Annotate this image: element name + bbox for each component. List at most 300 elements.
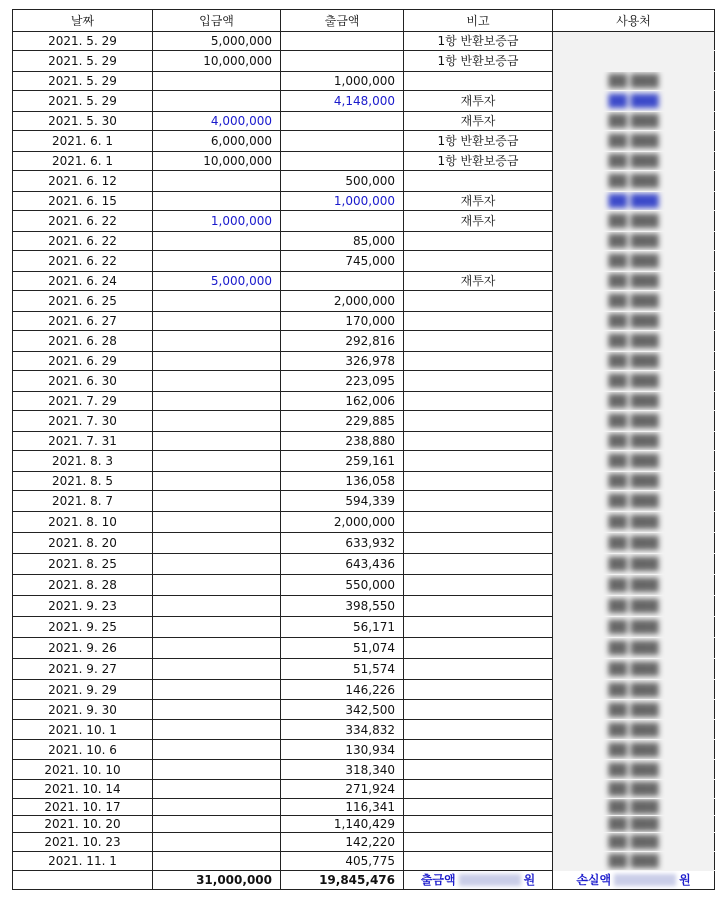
row-withdraw: 405,775 bbox=[281, 852, 404, 871]
row-deposit: 4,000,000 bbox=[153, 112, 281, 131]
row-note bbox=[404, 833, 553, 852]
table-row bbox=[13, 392, 715, 411]
redacted-text: ██ ███ bbox=[608, 494, 659, 508]
row-withdraw: 550,000 bbox=[281, 575, 404, 596]
row-place-redacted bbox=[553, 833, 715, 852]
header-deposit: 입금액 bbox=[153, 10, 281, 32]
redacted-text: ██ ███ bbox=[608, 557, 659, 571]
row-withdraw: 500,000 bbox=[281, 171, 404, 192]
row-deposit bbox=[153, 291, 281, 312]
row-withdraw: 130,934 bbox=[281, 740, 404, 760]
row-note bbox=[404, 312, 553, 331]
row-date: 2021. 9. 23 bbox=[13, 596, 153, 617]
row-date: 2021. 6. 22 bbox=[13, 232, 153, 251]
row-deposit bbox=[153, 680, 281, 700]
row-withdraw: 292,816 bbox=[281, 331, 404, 352]
row-withdraw bbox=[281, 32, 404, 51]
row-date: 2021. 10. 14 bbox=[13, 780, 153, 799]
table-row bbox=[13, 251, 715, 272]
redacted-text: ██ ███ bbox=[608, 134, 659, 148]
row-note bbox=[404, 799, 553, 816]
row-withdraw: 745,000 bbox=[281, 251, 404, 272]
row-withdraw: 643,436 bbox=[281, 554, 404, 575]
row-date: 2021. 10. 6 bbox=[13, 740, 153, 760]
table-row bbox=[13, 816, 715, 833]
row-deposit bbox=[153, 720, 281, 740]
row-withdraw: 633,932 bbox=[281, 533, 404, 554]
row-withdraw: 146,226 bbox=[281, 680, 404, 700]
row-note bbox=[404, 554, 553, 575]
table-row bbox=[13, 638, 715, 659]
row-note: 재투자 bbox=[404, 192, 553, 211]
table-row bbox=[13, 211, 715, 232]
row-date: 2021. 9. 29 bbox=[13, 680, 153, 700]
row-date: 2021. 10. 1 bbox=[13, 720, 153, 740]
redacted-text: ██ ███ bbox=[608, 154, 659, 168]
redacted-text: ██ ███ bbox=[608, 854, 659, 868]
row-note bbox=[404, 575, 553, 596]
row-withdraw: 170,000 bbox=[281, 312, 404, 331]
row-deposit bbox=[153, 700, 281, 720]
table-row bbox=[13, 312, 715, 331]
redacted-text: ██ ███ bbox=[608, 536, 659, 550]
row-note bbox=[404, 740, 553, 760]
row-deposit bbox=[153, 251, 281, 272]
redacted-text: ██ ███ bbox=[608, 835, 659, 849]
row-date: 2021. 7. 29 bbox=[13, 392, 153, 411]
row-date: 2021. 9. 27 bbox=[13, 659, 153, 680]
row-withdraw: 2,000,000 bbox=[281, 512, 404, 533]
table-row bbox=[13, 192, 715, 211]
table-row bbox=[13, 32, 715, 51]
table-row bbox=[13, 700, 715, 720]
row-date: 2021. 11. 1 bbox=[13, 852, 153, 871]
row-place-redacted bbox=[553, 816, 715, 833]
row-withdraw bbox=[281, 131, 404, 152]
row-place-redacted bbox=[553, 638, 715, 659]
row-place-redacted bbox=[553, 680, 715, 700]
row-note bbox=[404, 533, 553, 554]
row-withdraw: 1,000,000 bbox=[281, 72, 404, 91]
row-note bbox=[404, 331, 553, 352]
row-place-redacted bbox=[553, 432, 715, 451]
row-place-redacted bbox=[553, 720, 715, 740]
row-withdraw: 162,006 bbox=[281, 392, 404, 411]
table-row bbox=[13, 512, 715, 533]
row-date: 2021. 10. 20 bbox=[13, 816, 153, 833]
row-place-redacted bbox=[553, 852, 715, 871]
row-deposit: 10,000,000 bbox=[153, 152, 281, 171]
redacted-text: ██ ███ bbox=[608, 800, 659, 814]
row-deposit bbox=[153, 740, 281, 760]
row-note bbox=[404, 852, 553, 871]
row-withdraw: 116,341 bbox=[281, 799, 404, 816]
row-withdraw: 342,500 bbox=[281, 700, 404, 720]
row-place-redacted bbox=[553, 211, 715, 232]
row-place-redacted bbox=[553, 272, 715, 291]
row-withdraw: 4,148,000 bbox=[281, 91, 404, 112]
row-note bbox=[404, 352, 553, 371]
row-date: 2021. 6. 27 bbox=[13, 312, 153, 331]
redacted-text: ██ ███ bbox=[608, 434, 659, 448]
redacted-text: ██ ███ bbox=[608, 817, 659, 831]
row-deposit bbox=[153, 596, 281, 617]
redacted-text: ██ ███ bbox=[608, 722, 659, 737]
row-deposit: 1,000,000 bbox=[153, 211, 281, 232]
row-deposit bbox=[153, 312, 281, 331]
row-note bbox=[404, 72, 553, 91]
row-withdraw: 51,074 bbox=[281, 638, 404, 659]
row-place-redacted bbox=[553, 554, 715, 575]
table-row bbox=[13, 91, 715, 112]
row-withdraw: 238,880 bbox=[281, 432, 404, 451]
row-date: 2021. 9. 25 bbox=[13, 617, 153, 638]
redacted-text: ██ ███ bbox=[608, 641, 659, 655]
row-date: 2021. 9. 26 bbox=[13, 638, 153, 659]
table-row bbox=[13, 780, 715, 799]
redacted-text: ██ ███ bbox=[608, 94, 659, 108]
row-note bbox=[404, 451, 553, 472]
table-row bbox=[13, 152, 715, 171]
table-row bbox=[13, 432, 715, 451]
row-withdraw: 326,978 bbox=[281, 352, 404, 371]
redacted-text: ██ ███ bbox=[608, 174, 659, 188]
total-deposit: 31,000,000 bbox=[153, 871, 281, 890]
row-place-redacted bbox=[553, 575, 715, 596]
table-row bbox=[13, 799, 715, 816]
row-place-redacted bbox=[553, 659, 715, 680]
total-date-cell bbox=[13, 871, 153, 890]
row-place-redacted bbox=[553, 472, 715, 491]
row-note bbox=[404, 617, 553, 638]
row-note bbox=[404, 596, 553, 617]
row-note: 재투자 bbox=[404, 272, 553, 291]
row-date: 2021. 8. 25 bbox=[13, 554, 153, 575]
row-withdraw: 1,000,000 bbox=[281, 192, 404, 211]
table-row bbox=[13, 596, 715, 617]
row-note: 재투자 bbox=[404, 112, 553, 131]
table-row bbox=[13, 740, 715, 760]
row-deposit bbox=[153, 799, 281, 816]
row-note bbox=[404, 171, 553, 192]
row-date: 2021. 6. 1 bbox=[13, 131, 153, 152]
row-note bbox=[404, 638, 553, 659]
redacted-text: ██ ███ bbox=[608, 214, 659, 228]
total-row bbox=[13, 871, 715, 890]
table-row bbox=[13, 554, 715, 575]
redacted-text: ██ ███ bbox=[608, 599, 659, 613]
header-date: 날짜 bbox=[13, 10, 153, 32]
row-date: 2021. 8. 3 bbox=[13, 451, 153, 472]
row-place-redacted bbox=[553, 411, 715, 432]
row-withdraw bbox=[281, 51, 404, 72]
row-withdraw: 1,140,429 bbox=[281, 816, 404, 833]
row-place-redacted bbox=[553, 491, 715, 512]
redacted-text: ██ ███ bbox=[608, 474, 659, 488]
row-place-redacted bbox=[553, 512, 715, 533]
redacted-text: ██ ███ bbox=[608, 194, 659, 208]
withdraw-summary-unit: 원 bbox=[523, 872, 536, 887]
row-note bbox=[404, 816, 553, 833]
row-deposit bbox=[153, 816, 281, 833]
table-row bbox=[13, 411, 715, 432]
row-place-redacted bbox=[553, 740, 715, 760]
row-note bbox=[404, 512, 553, 533]
row-date: 2021. 6. 22 bbox=[13, 251, 153, 272]
row-place-redacted bbox=[553, 112, 715, 131]
row-date: 2021. 5. 29 bbox=[13, 51, 153, 72]
row-note bbox=[404, 371, 553, 392]
table-row bbox=[13, 659, 715, 680]
row-withdraw: 56,171 bbox=[281, 617, 404, 638]
row-withdraw: 223,095 bbox=[281, 371, 404, 392]
redacted-text: ██ ███ bbox=[608, 294, 659, 308]
table-row bbox=[13, 491, 715, 512]
row-withdraw: 271,924 bbox=[281, 780, 404, 799]
header-note: 비고 bbox=[404, 10, 553, 32]
redacted-amount bbox=[614, 874, 676, 886]
row-place-redacted bbox=[553, 451, 715, 472]
row-withdraw: 2,000,000 bbox=[281, 291, 404, 312]
row-withdraw: 594,339 bbox=[281, 491, 404, 512]
table-row bbox=[13, 451, 715, 472]
row-note: 재투자 bbox=[404, 91, 553, 112]
row-deposit bbox=[153, 72, 281, 91]
row-date: 2021. 6. 22 bbox=[13, 211, 153, 232]
row-place-redacted bbox=[553, 171, 715, 192]
ledger-body bbox=[13, 32, 715, 871]
row-date: 2021. 10. 23 bbox=[13, 833, 153, 852]
row-withdraw bbox=[281, 211, 404, 232]
row-place-redacted bbox=[553, 760, 715, 780]
ledger-table bbox=[12, 9, 715, 890]
redacted-text: ██ ███ bbox=[608, 662, 659, 676]
table-row bbox=[13, 331, 715, 352]
row-date: 2021. 10. 17 bbox=[13, 799, 153, 816]
row-deposit bbox=[153, 833, 281, 852]
header-withdraw: 출금액 bbox=[281, 10, 404, 32]
row-withdraw bbox=[281, 112, 404, 131]
row-note bbox=[404, 432, 553, 451]
redacted-text: ██ ███ bbox=[608, 234, 659, 248]
redacted-text: ██ ███ bbox=[608, 454, 659, 468]
redacted-text: ██ ███ bbox=[608, 274, 659, 288]
row-withdraw: 229,885 bbox=[281, 411, 404, 432]
row-date: 2021. 6. 12 bbox=[13, 171, 153, 192]
loss-summary-label: 손실액 bbox=[576, 872, 612, 887]
row-withdraw: 398,550 bbox=[281, 596, 404, 617]
row-note bbox=[404, 472, 553, 491]
redacted-text: ██ ███ bbox=[608, 782, 659, 796]
row-deposit bbox=[153, 352, 281, 371]
row-note bbox=[404, 720, 553, 740]
row-date: 2021. 6. 29 bbox=[13, 352, 153, 371]
table-row bbox=[13, 533, 715, 554]
row-date: 2021. 5. 30 bbox=[13, 112, 153, 131]
redacted-text: ██ ███ bbox=[608, 354, 659, 368]
row-date: 2021. 10. 10 bbox=[13, 760, 153, 780]
redacted-text: ██ ███ bbox=[608, 742, 659, 757]
header-row bbox=[13, 10, 715, 32]
table-row bbox=[13, 131, 715, 152]
redacted-text: ██ ███ bbox=[608, 114, 659, 128]
table-row bbox=[13, 680, 715, 700]
row-place-redacted bbox=[553, 596, 715, 617]
row-withdraw: 136,058 bbox=[281, 472, 404, 491]
row-withdraw bbox=[281, 272, 404, 291]
redacted-text: ██ ███ bbox=[608, 762, 659, 777]
row-deposit bbox=[153, 451, 281, 472]
row-note bbox=[404, 291, 553, 312]
row-deposit bbox=[153, 512, 281, 533]
row-place-redacted bbox=[553, 352, 715, 371]
table-row bbox=[13, 472, 715, 491]
row-deposit bbox=[153, 852, 281, 871]
ledger-sheet bbox=[12, 9, 714, 890]
row-withdraw: 142,220 bbox=[281, 833, 404, 852]
row-deposit bbox=[153, 392, 281, 411]
table-row bbox=[13, 291, 715, 312]
row-deposit bbox=[153, 432, 281, 451]
row-note: 1항 반환보증금 bbox=[404, 51, 553, 72]
redacted-text: ██ ███ bbox=[608, 74, 659, 88]
withdraw-summary bbox=[404, 871, 553, 890]
row-date: 2021. 5. 29 bbox=[13, 91, 153, 112]
row-place-redacted bbox=[553, 533, 715, 554]
header-place: 사용처 bbox=[553, 10, 715, 32]
table-row bbox=[13, 352, 715, 371]
row-deposit bbox=[153, 554, 281, 575]
row-place-redacted bbox=[553, 291, 715, 312]
row-place-redacted bbox=[553, 51, 715, 72]
row-deposit bbox=[153, 192, 281, 211]
table-row bbox=[13, 760, 715, 780]
row-deposit bbox=[153, 331, 281, 352]
row-note bbox=[404, 700, 553, 720]
row-place-redacted bbox=[553, 700, 715, 720]
row-date: 2021. 6. 15 bbox=[13, 192, 153, 211]
row-place-redacted bbox=[553, 780, 715, 799]
row-date: 2021. 8. 10 bbox=[13, 512, 153, 533]
row-place-redacted bbox=[553, 32, 715, 51]
row-place-redacted bbox=[553, 392, 715, 411]
row-withdraw bbox=[281, 152, 404, 171]
row-deposit bbox=[153, 491, 281, 512]
table-row bbox=[13, 575, 715, 596]
row-deposit bbox=[153, 617, 281, 638]
table-row bbox=[13, 852, 715, 871]
total-withdraw: 19,845,476 bbox=[281, 871, 404, 890]
row-date: 2021. 8. 28 bbox=[13, 575, 153, 596]
redacted-text: ██ ███ bbox=[608, 414, 659, 428]
row-deposit: 5,000,000 bbox=[153, 272, 281, 291]
row-place-redacted bbox=[553, 312, 715, 331]
row-deposit bbox=[153, 575, 281, 596]
row-note bbox=[404, 491, 553, 512]
row-deposit bbox=[153, 91, 281, 112]
table-row bbox=[13, 371, 715, 392]
row-place-redacted bbox=[553, 152, 715, 171]
row-deposit bbox=[153, 411, 281, 432]
row-note: 1항 반환보증금 bbox=[404, 152, 553, 171]
row-date: 2021. 6. 28 bbox=[13, 331, 153, 352]
row-date: 2021. 8. 20 bbox=[13, 533, 153, 554]
table-row bbox=[13, 617, 715, 638]
row-note bbox=[404, 659, 553, 680]
redacted-text: ██ ███ bbox=[608, 578, 659, 592]
row-deposit bbox=[153, 780, 281, 799]
table-row bbox=[13, 171, 715, 192]
row-date: 2021. 6. 25 bbox=[13, 291, 153, 312]
table-row bbox=[13, 720, 715, 740]
row-note: 1항 반환보증금 bbox=[404, 131, 553, 152]
row-note bbox=[404, 251, 553, 272]
row-withdraw: 259,161 bbox=[281, 451, 404, 472]
row-withdraw: 85,000 bbox=[281, 232, 404, 251]
row-deposit bbox=[153, 171, 281, 192]
row-deposit bbox=[153, 232, 281, 251]
row-deposit bbox=[153, 472, 281, 491]
table-row bbox=[13, 72, 715, 91]
redacted-text: ██ ███ bbox=[608, 374, 659, 388]
row-deposit: 10,000,000 bbox=[153, 51, 281, 72]
table-row bbox=[13, 272, 715, 291]
row-date: 2021. 7. 30 bbox=[13, 411, 153, 432]
row-date: 2021. 5. 29 bbox=[13, 72, 153, 91]
row-date: 2021. 9. 30 bbox=[13, 700, 153, 720]
row-note bbox=[404, 392, 553, 411]
row-place-redacted bbox=[553, 331, 715, 352]
row-deposit: 6,000,000 bbox=[153, 131, 281, 152]
row-deposit bbox=[153, 371, 281, 392]
row-deposit bbox=[153, 533, 281, 554]
row-note bbox=[404, 411, 553, 432]
row-withdraw: 51,574 bbox=[281, 659, 404, 680]
row-place-redacted bbox=[553, 617, 715, 638]
redacted-text: ██ ███ bbox=[608, 620, 659, 634]
row-note: 재투자 bbox=[404, 211, 553, 232]
redacted-text: ██ ███ bbox=[608, 394, 659, 408]
row-deposit bbox=[153, 659, 281, 680]
redacted-text: ██ ███ bbox=[608, 334, 659, 348]
row-note bbox=[404, 760, 553, 780]
row-date: 2021. 6. 1 bbox=[13, 152, 153, 171]
loss-summary-unit: 원 bbox=[679, 872, 691, 887]
table-row bbox=[13, 112, 715, 131]
row-date: 2021. 8. 5 bbox=[13, 472, 153, 491]
row-date: 2021. 7. 31 bbox=[13, 432, 153, 451]
row-note bbox=[404, 780, 553, 799]
row-date: 2021. 6. 30 bbox=[13, 371, 153, 392]
row-withdraw: 334,832 bbox=[281, 720, 404, 740]
loss-summary bbox=[553, 871, 715, 890]
row-withdraw: 318,340 bbox=[281, 760, 404, 780]
row-place-redacted bbox=[553, 232, 715, 251]
withdraw-summary-label: 출금액 bbox=[420, 872, 456, 887]
redacted-text: ██ ███ bbox=[608, 254, 659, 268]
row-place-redacted bbox=[553, 192, 715, 211]
table-row bbox=[13, 833, 715, 852]
row-place-redacted bbox=[553, 72, 715, 91]
table-row bbox=[13, 51, 715, 72]
row-place-redacted bbox=[553, 799, 715, 816]
row-deposit bbox=[153, 638, 281, 659]
redacted-text: ██ ███ bbox=[608, 515, 659, 529]
row-place-redacted bbox=[553, 131, 715, 152]
row-deposit bbox=[153, 760, 281, 780]
row-date: 2021. 5. 29 bbox=[13, 32, 153, 51]
redacted-text: ██ ███ bbox=[608, 314, 659, 328]
